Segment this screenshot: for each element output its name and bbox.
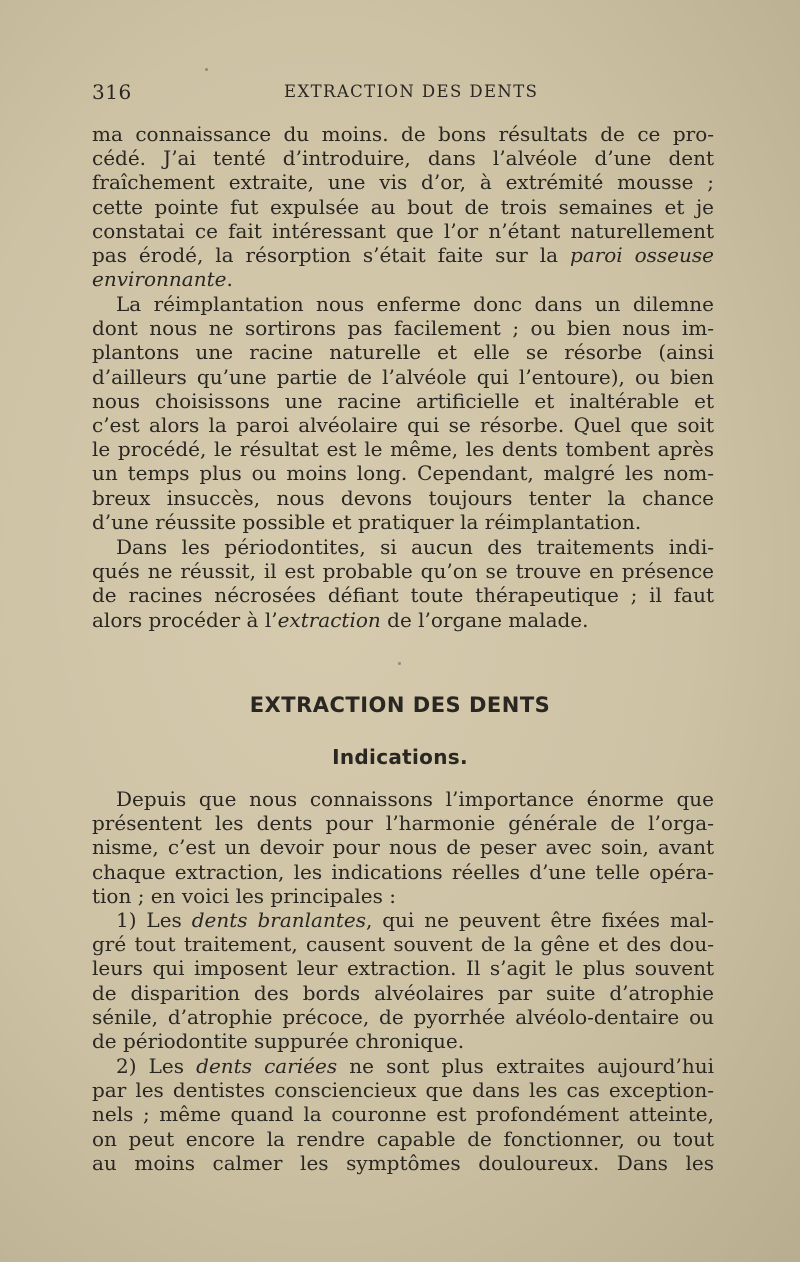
text-line: Dans les périodontites, si aucun des traitements indi- — [116, 535, 714, 559]
paper-speck — [205, 68, 208, 71]
text-line — [92, 243, 714, 267]
italic-text: dents branlantes — [191, 908, 366, 932]
text-line: nisme, c’est un devoir pour nous de peser avec soin, avant — [92, 835, 714, 860]
text-line: constatai ce fait intéressant que l’or n’étant naturellement — [92, 218, 714, 243]
text-line: dont nous ne sortirons pas facilement ; ou bien nous im- — [92, 316, 714, 341]
text-line: tion ; en voici les principales : — [92, 883, 396, 908]
text-line: cette pointe fut expulsée au bout de trois semaines et je — [92, 194, 714, 219]
text-run: alors procéder à l’ — [92, 607, 278, 632]
text-line: par les dentistes consciencieux que dans les cas exception- — [92, 1078, 714, 1103]
text-line: breux insuccès, nous devons toujours tenter la chance — [92, 485, 714, 510]
italic-text: environnante — [92, 267, 227, 292]
text-run: 1) Les — [116, 908, 192, 932]
text-line: leurs qui imposent leur extraction. Il s’agit le plus souvent — [92, 956, 714, 981]
section-heading: EXTRACTION DES DENTS — [249, 693, 551, 717]
text-line: sénile, d’atrophie précoce, de pyorrhée alvéolo-dentaire ou — [92, 1004, 714, 1029]
text-line: plantons une racine naturelle et elle se résorbe (ainsi — [92, 340, 714, 365]
text-run: pas érodé, la résorption s’était faite sur la — [92, 242, 570, 267]
text-run: 2) Les — [116, 1054, 197, 1078]
text-line: qués ne réussit, il est probable qu’on se trouve en présence — [92, 559, 714, 584]
text-run: , qui ne peuvent être fixées mal- — [365, 908, 714, 932]
list-item-dents-branlantes — [92, 908, 714, 1053]
text-run: ne sont plus extraites aujourd’hui — [337, 1054, 714, 1078]
paragraph-indications — [92, 787, 714, 908]
text-line: gré tout traitement, causent souvent de la gêne et des dou- — [92, 932, 714, 957]
text-line — [92, 908, 714, 932]
paragraph-reimplantation — [92, 292, 714, 534]
text-line: c’est alors la paroi alvéolaire qui se résorbe. Quel que soit — [92, 412, 714, 437]
italic-text: dents cariées — [196, 1054, 338, 1078]
page-number: 316 — [92, 80, 132, 104]
text-line: La réimplantation nous enferme donc dans un dilemne — [116, 292, 714, 316]
text-run: de l’organe malade. — [380, 607, 589, 632]
text-line: chaque extraction, les indications réelles d’une telle opéra- — [92, 859, 714, 884]
text-line: un temps plus ou moins long. Cependant, malgré les nom- — [92, 461, 714, 486]
text-run: . — [226, 267, 233, 292]
text-line: présentent les dents pour l’harmonie générale de l’orga- — [92, 811, 714, 836]
running-title: EXTRACTION DES DENTS — [284, 82, 539, 101]
paper-speck — [398, 662, 401, 665]
text-line: nels ; même quand la couronne est profondément atteinte, — [92, 1102, 714, 1127]
text-line — [92, 267, 714, 291]
text-line: on peut encore la rendre capable de fonctionner, ou tout — [92, 1126, 714, 1151]
list-item-dents-cariees — [92, 1054, 714, 1175]
running-head — [92, 80, 712, 108]
text-line: fraîchement extraite, une vis d’or, à extrémité mousse ; — [92, 170, 714, 195]
italic-text: extraction — [277, 607, 381, 632]
text-line: Depuis que nous connaissons l’importance énorme que — [116, 787, 714, 811]
text-line: de disparition des bords alvéolaires par suite d’atrophie — [92, 980, 714, 1005]
text-line: cédé. J’ai tenté d’introduire, dans l’alvéole d’une dent — [92, 146, 714, 171]
text-line: le procédé, le résultat est le même, les dents tombent après — [92, 437, 714, 462]
text-line: ma connaissance du moins. de bons résultats de ce pro- — [92, 122, 714, 146]
text-line: d’ailleurs qu’une partie de l’alvéole qui l’entoure), ou bien — [92, 364, 714, 389]
text-line: de racines nécrosées défiant toute thérapeutique ; il faut — [92, 583, 714, 608]
text-line — [92, 608, 714, 632]
text-line: nous choisissons une racine artificielle et inaltérable et — [92, 388, 714, 413]
text-line — [92, 1054, 714, 1078]
text-line: au moins calmer les symptômes douloureux. Dans les — [92, 1150, 714, 1175]
paragraph-continuation — [92, 122, 714, 291]
text-line: d’une réussite possible et pratiquer la réimplantation. — [92, 509, 642, 534]
subsection-heading: Indications. — [332, 745, 468, 769]
paragraph-periodontites — [92, 535, 714, 632]
text-line: de périodontite suppurée chronique. — [92, 1028, 465, 1053]
italic-text: paroi osseuse — [569, 242, 714, 267]
